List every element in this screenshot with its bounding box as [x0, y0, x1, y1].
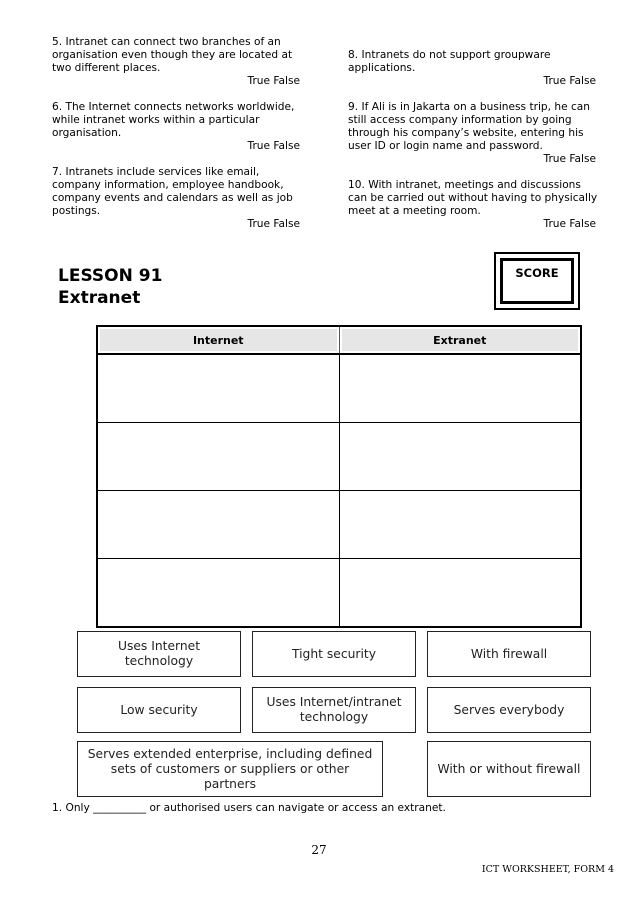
question-9: 9. If Ali is in Jakarta on a business trip, he can still access company information by going through his company’s website, entering his user ID or login name and password. — [348, 101, 590, 152]
word-box-tight-security[interactable]: Tight security — [252, 631, 416, 677]
word-box-uses-internet-intranet-technology[interactable]: Uses Internet/intranet technology — [252, 687, 416, 733]
question-5: 5. Intranet can connect two branches of an organisation even though they are located at two different places. — [52, 36, 293, 74]
question-10: 10. With intranet, meetings and discussions can be carried out without having to physically meet at a meeting room. — [348, 179, 598, 217]
internet-answer-cell[interactable] — [97, 491, 339, 559]
word-box-with-firewall[interactable]: With firewall — [427, 631, 591, 677]
question-6: 6. The Internet connects networks worldwide, while intranet works within a particular organisation. — [52, 101, 295, 139]
worksheet-footer: ICT WORKSHEET, FORM 4 — [481, 864, 614, 875]
table-header-row — [97, 326, 581, 354]
fill-in-question-1: 1. Only __________ or authorised users can navigate or access an extranet. — [52, 802, 446, 814]
lesson-heading — [58, 265, 162, 309]
table-row — [97, 491, 581, 559]
question-8-true-false: True False — [543, 75, 596, 87]
extranet-answer-cell[interactable] — [339, 423, 581, 491]
lesson-title: Extranet — [58, 288, 141, 308]
page-number: 27 — [311, 843, 327, 857]
word-box-uses-internet-technology[interactable]: Uses Internet technology — [77, 631, 241, 677]
question-6-true-false: True False — [247, 140, 300, 152]
question-5-true-false: True False — [247, 75, 300, 87]
table-row — [97, 423, 581, 491]
internet-answer-cell[interactable] — [97, 354, 339, 423]
word-box-low-security[interactable]: Low security — [77, 687, 241, 733]
internet-answer-cell[interactable] — [97, 423, 339, 491]
question-10-true-false: True False — [543, 218, 596, 230]
table-row — [97, 354, 581, 423]
lesson-number: LESSON 91 — [58, 266, 163, 286]
word-box-serves-extended-enterprise[interactable]: Serves extended enterprise, including defined sets of customers or suppliers or other partners — [77, 741, 383, 797]
score-label: SCORE — [515, 266, 559, 280]
header-extranet: Extranet — [339, 326, 581, 354]
score-box-inner — [500, 258, 574, 304]
header-internet: Internet — [97, 326, 339, 354]
score-box — [494, 252, 580, 310]
table-row — [97, 559, 581, 628]
question-9-true-false: True False — [543, 153, 596, 165]
extranet-answer-cell[interactable] — [339, 354, 581, 423]
question-7-true-false: True False — [247, 218, 300, 230]
question-8: 8. Intranets do not support groupware applications. — [348, 49, 551, 74]
word-box-with-or-without-firewall[interactable]: With or without firewall — [427, 741, 591, 797]
question-7: 7. Intranets include services like email, company information, employee handbook, company events and calendars as well as job postings. — [52, 166, 293, 217]
internet-answer-cell[interactable] — [97, 559, 339, 628]
word-box-serves-everybody[interactable]: Serves everybody — [427, 687, 591, 733]
extranet-answer-cell[interactable] — [339, 491, 581, 559]
extranet-answer-cell[interactable] — [339, 559, 581, 628]
comparison-table — [96, 325, 582, 628]
